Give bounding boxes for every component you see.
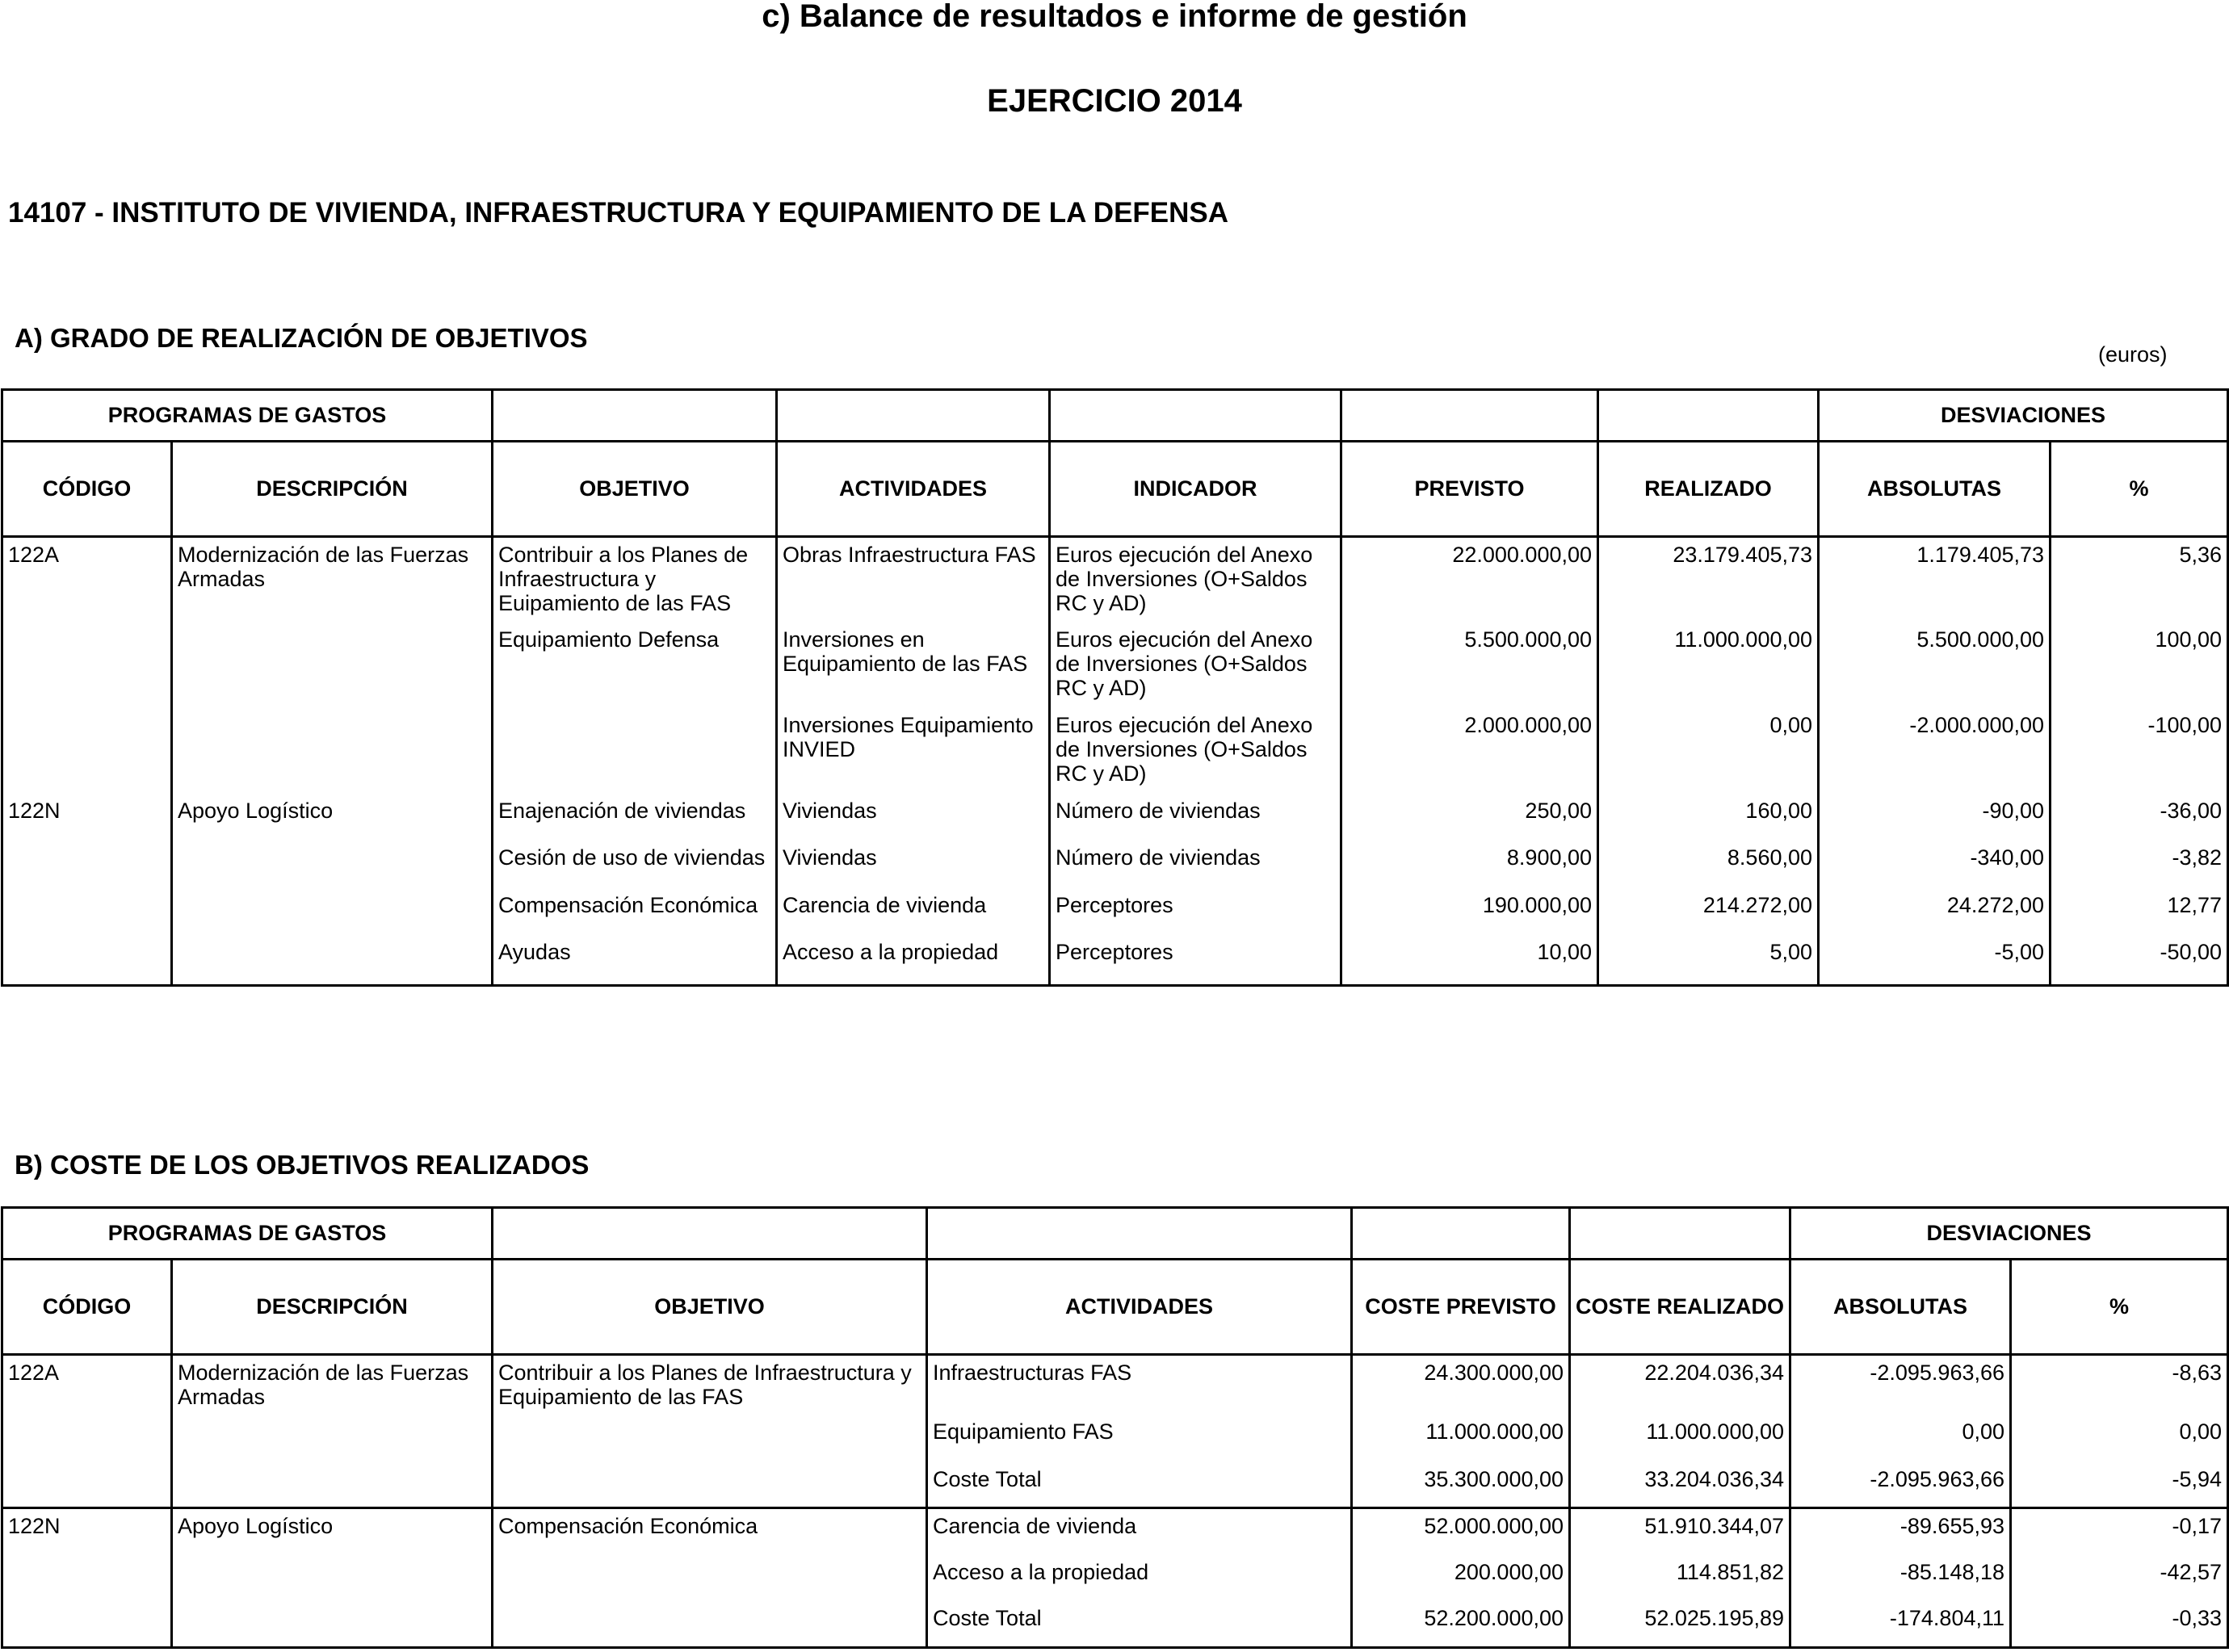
table-row: 122N Apoyo Logístico Compensación Económica Carencia de vivienda 52.000.000,00 51.910.344,07 -89.655,93 -0,17 [2, 1508, 2228, 1555]
section-b-heading: B) COSTE DE LOS OBJETIVOS REALIZADOS [15, 1150, 590, 1180]
table-row: Compensación Económica Carencia de vivienda Perceptores 190.000,00 214.272,00 24.272,00 12,77 [2, 888, 2228, 935]
table-row: 122A Modernización de las Fuerzas Armadas Contribuir a los Planes de Infraestructura y Equipamiento de las FAS Infraestructuras FAS 24.300.000,00 22.204.036,34 -2.095.963,66 -8,63 [2, 1355, 2228, 1415]
table-row: Ayudas Acceso a la propiedad Perceptores 10,00 5,00 -5,00 -50,00 [2, 935, 2228, 986]
col-previsto: PREVISTO [1341, 442, 1598, 537]
table-row: Equipamiento FAS 11.000.000,00 11.000.000,00 0,00 0,00 [2, 1415, 2228, 1462]
col-porcentaje: % [2051, 442, 2228, 537]
fiscal-year: EJERCICIO 2014 [987, 83, 1242, 119]
table-column-header [2, 442, 2228, 537]
costs-table [1, 1206, 2229, 1649]
table-column-header [2, 1260, 2228, 1355]
col-objetivo: OBJETIVO [493, 442, 777, 537]
group-programas: PROGRAMAS DE GASTOS [2, 390, 493, 442]
col-realizado: REALIZADO [1598, 442, 1819, 537]
col-porcentaje: % [2011, 1260, 2228, 1355]
objectives-table [1, 388, 2229, 987]
col-coste-previsto: COSTE PREVISTO [1352, 1260, 1570, 1355]
group-desviaciones: DESVIACIONES [1790, 1208, 2228, 1260]
document-title: c) Balance de resultados e informe de gestión [762, 0, 1467, 34]
col-codigo: CÓDIGO [2, 442, 172, 537]
table-row: Coste Total 35.300.000,00 33.204.036,34 -2.095.963,66 -5,94 [2, 1462, 2228, 1508]
col-coste-realizado: COSTE REALIZADO [1570, 1260, 1790, 1355]
section-a-heading: A) GRADO DE REALIZACIÓN DE OBJETIVOS [15, 323, 588, 353]
table-row: 122N Apoyo Logístico Enajenación de viviendas Viviendas Número de viviendas 250,00 160,00 -90,00 -36,00 [2, 794, 2228, 841]
group-programas: PROGRAMAS DE GASTOS [2, 1208, 493, 1260]
col-descripcion: DESCRIPCIÓN [172, 442, 493, 537]
table-row: 122A Modernización de las Fuerzas Armadas Contribuir a los Planes de Infraestructura y Euipamiento de las FAS Obras Infraestructura FAS Euros ejecución del Anexo de Inversiones (O+Saldos RC y AD) 22.000.000,00 23.179.405,73 1.179.405,73 5,36 [2, 537, 2228, 623]
table-row: Acceso a la propiedad 200.000,00 114.851,82 -85.148,18 -42,57 [2, 1555, 2228, 1601]
unit-label: (euros) [2098, 342, 2168, 367]
col-indicador: INDICADOR [1050, 442, 1341, 537]
group-desviaciones: DESVIACIONES [1819, 390, 2228, 442]
col-codigo: CÓDIGO [2, 1260, 172, 1355]
table-group-header [2, 390, 2228, 442]
table-row: Inversiones Equipamiento INVIED Euros ejecución del Anexo de Inversiones (O+Saldos RC y AD) 2.000.000,00 0,00 -2.000.000,00 -100,00 [2, 708, 2228, 794]
table-row: Coste Total 52.200.000,00 52.025.195,89 -174.804,11 -0,33 [2, 1601, 2228, 1648]
table-row: Equipamiento Defensa Inversiones en Equipamiento de las FAS Euros ejecución del Anexo de Inversiones (O+Saldos RC y AD) 5.500.000,00 11.000.000,00 5.500.000,00 100,00 [2, 623, 2228, 708]
col-actividades: ACTIVIDADES [927, 1260, 1352, 1355]
col-objetivo: OBJETIVO [493, 1260, 927, 1355]
col-absolutas: ABSOLUTAS [1819, 442, 2051, 537]
col-actividades: ACTIVIDADES [777, 442, 1050, 537]
table-group-header [2, 1208, 2228, 1260]
col-absolutas: ABSOLUTAS [1790, 1260, 2011, 1355]
table-row: Cesión de uso de viviendas Viviendas Número de viviendas 8.900,00 8.560,00 -340,00 -3,82 [2, 841, 2228, 888]
entity-heading: 14107 - INSTITUTO DE VIVIENDA, INFRAESTRUCTURA Y EQUIPAMIENTO DE LA DEFENSA [8, 197, 1229, 229]
col-descripcion: DESCRIPCIÓN [172, 1260, 493, 1355]
